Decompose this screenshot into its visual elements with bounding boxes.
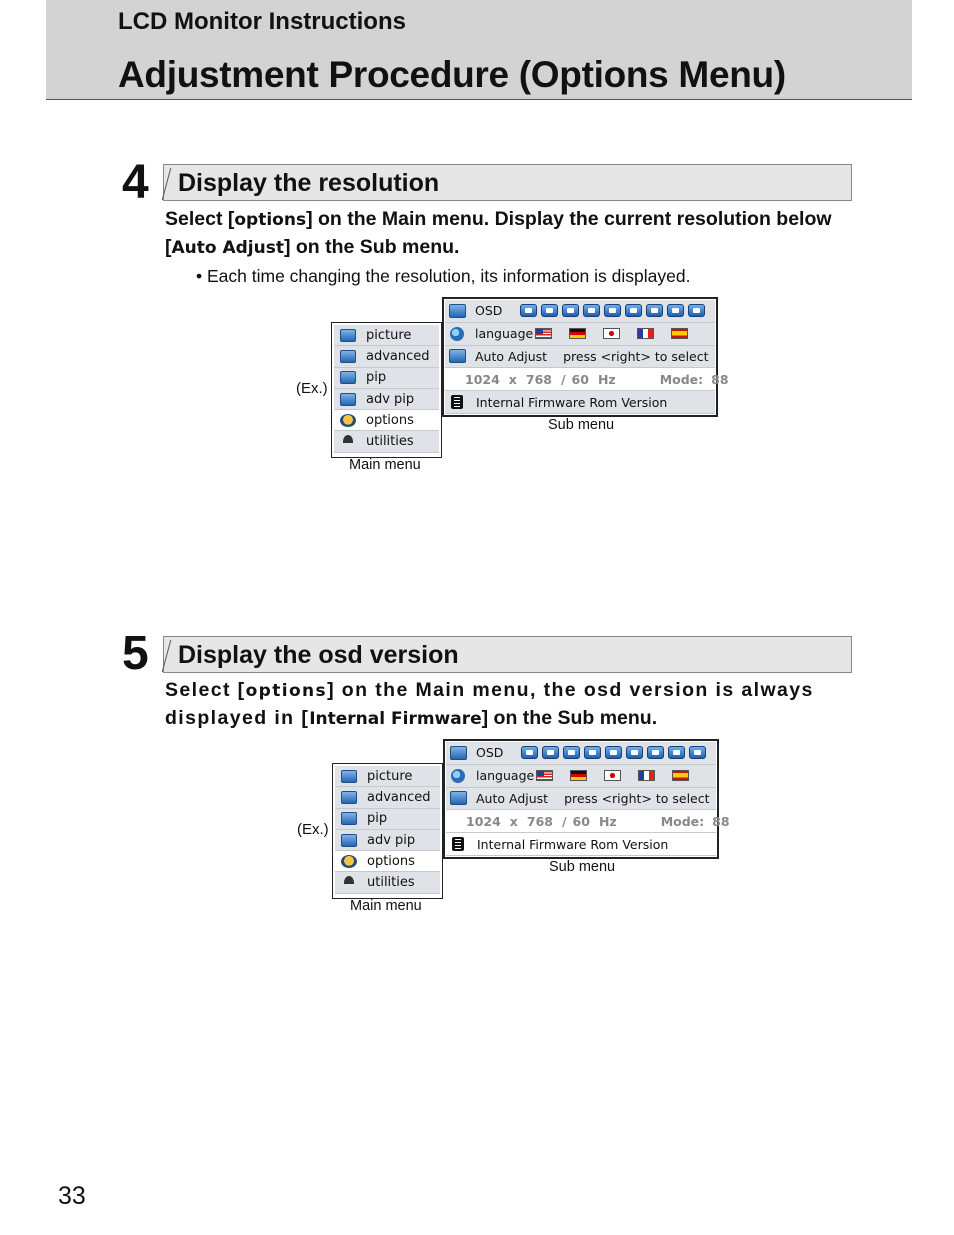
step-instruction: Select [options] on the Main menu, the osd version is always displayed in [Internal Firmware] on the Sub menu. — [165, 679, 814, 729]
menu-item-options: options — [335, 851, 440, 872]
main-menu-caption: Main menu — [349, 457, 421, 473]
flag-jp-icon — [603, 328, 620, 339]
osd-position-buttons — [521, 746, 710, 759]
section-heading: Display the osd version — [178, 641, 459, 669]
menu-item-adv-pip: adv pip — [335, 830, 440, 851]
submenu-row-language: language — [445, 323, 715, 346]
submenu-row-firmware: Internal Firmware Rom Version — [445, 391, 715, 414]
flag-es-icon — [672, 770, 689, 781]
menu-item-picture: picture — [335, 766, 440, 787]
main-menu-caption: Main menu — [350, 898, 422, 914]
adv-pip-icon — [341, 834, 357, 847]
section-heading-bar — [163, 636, 852, 673]
sub-menu — [443, 739, 730, 859]
pip-icon — [341, 812, 357, 825]
menu-item-adv-pip: adv pip — [334, 389, 439, 410]
step-instruction: Select [options] on the Main menu. Display the current resolution below [Auto Adjust] on the Sub menu. — [165, 208, 832, 258]
menu-item-pip: pip — [335, 809, 440, 830]
submenu-row-firmware: Internal Firmware Rom Version — [446, 833, 716, 856]
section-heading-bar — [163, 164, 852, 201]
auto-adjust-icon — [449, 349, 466, 363]
flag-es-icon — [671, 328, 688, 339]
menu-item-advanced: advanced — [335, 787, 440, 808]
options-icon — [340, 414, 356, 427]
submenu-row-osd: OSD — [445, 300, 715, 323]
menu-item-advanced: advanced — [334, 346, 439, 367]
page-number: 33 — [58, 1182, 86, 1210]
main-menu — [331, 322, 442, 458]
globe-icon — [450, 327, 464, 341]
globe-icon — [451, 769, 465, 783]
header-subtitle: LCD Monitor Instructions — [118, 8, 406, 35]
menu-item-utilities: utilities — [335, 872, 440, 893]
chip-icon — [451, 395, 463, 409]
advanced-icon — [340, 350, 356, 363]
submenu-row-resolution: 1024 x 768 / 60 Hz Mode: 88 — [445, 368, 715, 391]
page-header — [46, 0, 912, 100]
options-icon — [341, 855, 357, 868]
example-label: (Ex.) — [297, 821, 329, 838]
flag-us-icon — [535, 328, 552, 339]
chip-icon — [452, 837, 464, 851]
sub-menu-caption: Sub menu — [548, 417, 615, 433]
step-number: 4 — [122, 156, 149, 209]
submenu-row-resolution: 1024 x 768 / 60 Hz Mode: 88 — [446, 810, 716, 833]
picture-icon — [341, 770, 357, 783]
submenu-row-auto-adjust: Auto Adjust press <right> to select — [446, 788, 716, 811]
utilities-icon — [343, 435, 353, 448]
submenu-row-language: language — [446, 765, 716, 788]
adv-pip-icon — [340, 393, 356, 406]
flag-us-icon — [536, 770, 553, 781]
flag-fr-icon — [637, 328, 654, 339]
osd-icon — [450, 746, 467, 760]
sub-menu — [442, 297, 729, 417]
osd-icon — [449, 304, 466, 318]
menu-item-utilities: utilities — [334, 431, 439, 452]
flag-de-icon — [569, 328, 586, 339]
submenu-row-osd: OSD — [446, 742, 716, 765]
section-heading: Display the resolution — [178, 169, 440, 197]
advanced-icon — [341, 791, 357, 804]
menu-item-options: options — [334, 410, 439, 431]
menu-item-picture: picture — [334, 325, 439, 346]
main-menu — [332, 763, 443, 899]
flag-fr-icon — [638, 770, 655, 781]
step-note: • Each time changing the resolution, its information is displayed. — [196, 266, 691, 286]
flag-jp-icon — [604, 770, 621, 781]
page-title: Adjustment Procedure (Options Menu) — [118, 54, 786, 95]
flag-de-icon — [570, 770, 587, 781]
sub-menu-caption: Sub menu — [549, 859, 616, 875]
pip-icon — [340, 371, 356, 384]
utilities-icon — [344, 876, 354, 889]
submenu-row-auto-adjust: Auto Adjust press <right> to select — [445, 346, 715, 369]
step-number: 5 — [122, 627, 149, 680]
example-label: (Ex.) — [296, 380, 328, 397]
osd-position-buttons — [520, 304, 709, 317]
menu-item-pip: pip — [334, 368, 439, 389]
picture-icon — [340, 329, 356, 342]
auto-adjust-icon — [450, 791, 467, 805]
